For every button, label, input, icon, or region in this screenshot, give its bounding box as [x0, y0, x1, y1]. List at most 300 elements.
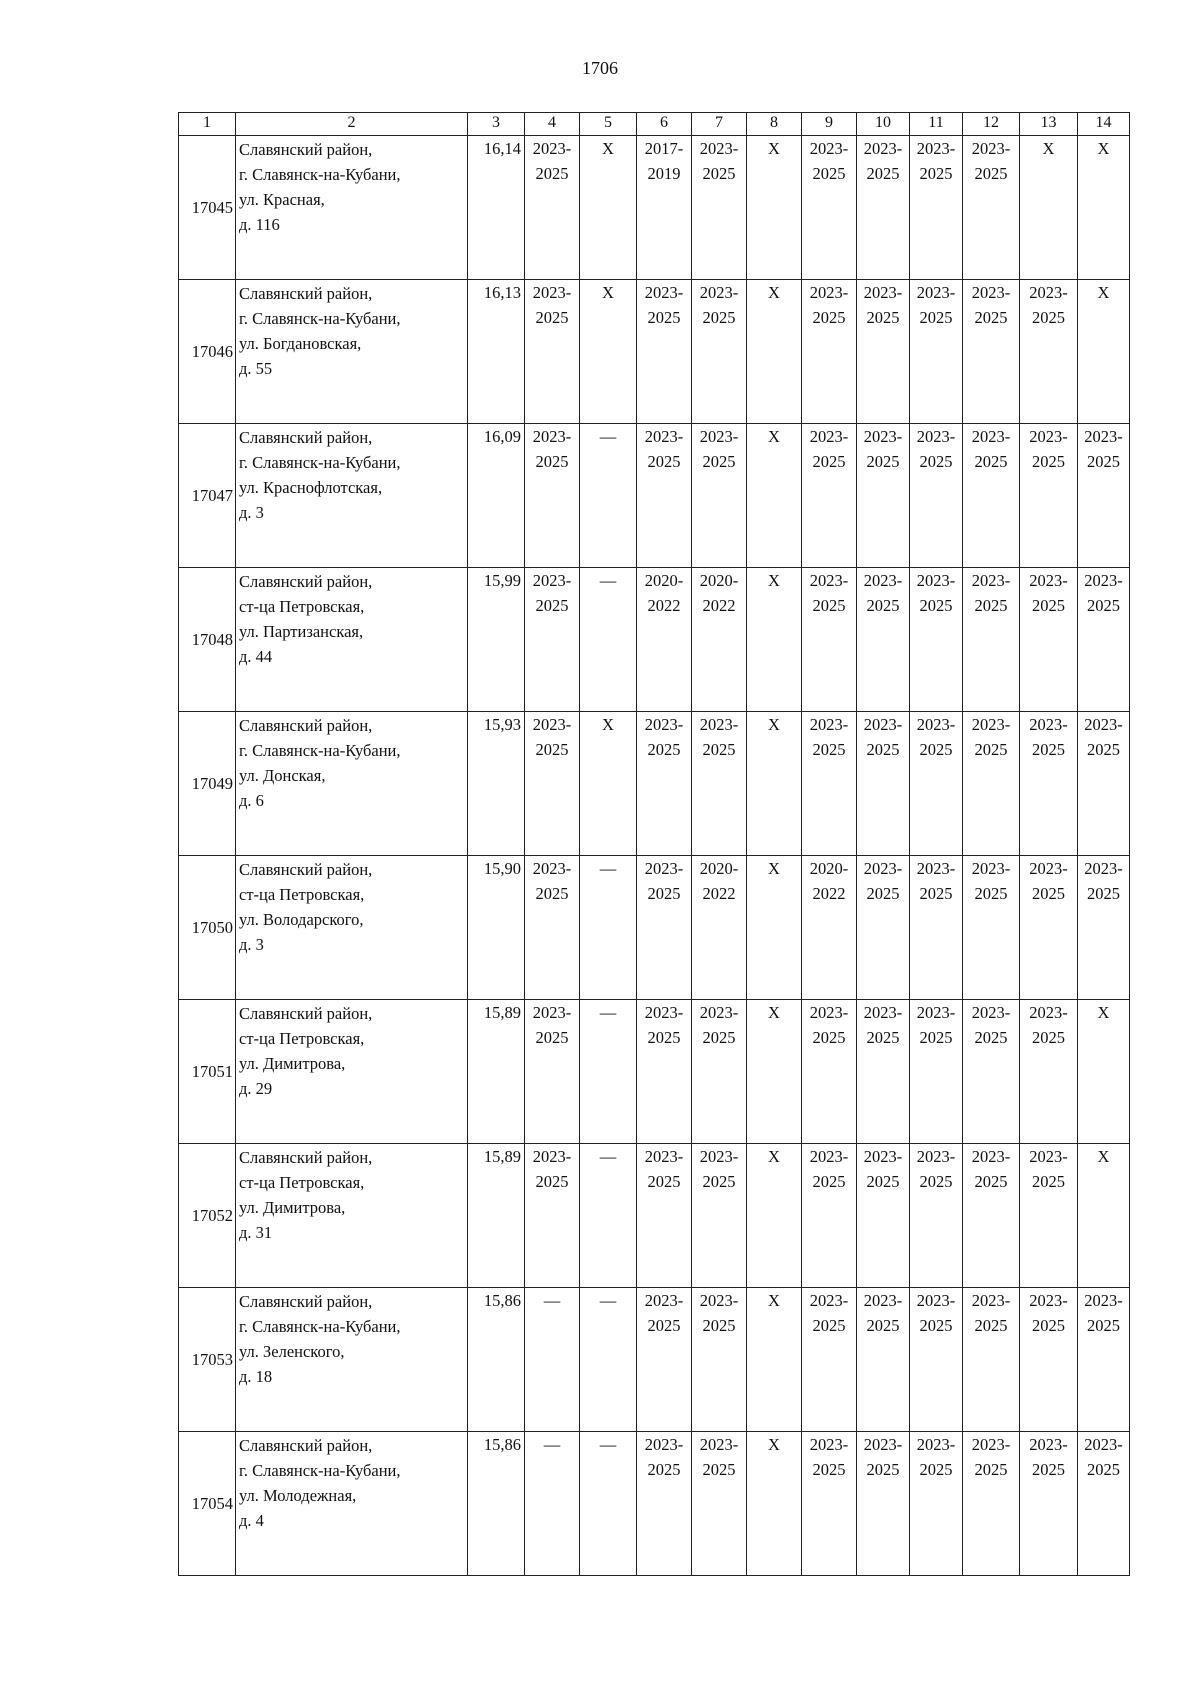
period-part: 2023- [916, 859, 956, 878]
header-cell-6: 6 [637, 113, 692, 136]
period-cell-col-4 [525, 1000, 580, 1144]
period-cell-col-5 [580, 1432, 637, 1576]
address-line: г. Славянск-на-Кубани, [239, 453, 401, 472]
period-part: 2025 [647, 740, 681, 759]
period-part: 2025 [1087, 740, 1120, 759]
header-cell-14: 14 [1078, 113, 1130, 136]
period-part: 2025 [1087, 884, 1120, 903]
period-part: Х [768, 859, 780, 878]
period-cell-col-13 [1020, 1000, 1078, 1144]
header-cell-8: 8 [747, 113, 802, 136]
address-cell [236, 136, 468, 280]
period-cell-col-7 [692, 136, 747, 280]
period-cell-col-7 [692, 856, 747, 1000]
period-part: Х [1042, 139, 1055, 158]
address-line: д. 44 [239, 647, 273, 666]
address-line: г. Славянск-на-Кубани, [239, 165, 401, 184]
period-part: 2023- [1029, 1003, 1068, 1022]
header-cell-13: 13 [1020, 113, 1078, 136]
period-part: 2023- [809, 571, 849, 590]
period-cell-col-5 [580, 424, 637, 568]
period-part: 2023- [863, 283, 903, 302]
period-cell-col-14 [1078, 712, 1130, 856]
row-number: 17054 [179, 1432, 236, 1576]
period-part: 2025 [647, 1172, 681, 1191]
period-cell-col-13 [1020, 136, 1078, 280]
header-cell-7: 7 [692, 113, 747, 136]
period-cell-col-13 [1020, 856, 1078, 1000]
header-cell-4: 4 [525, 113, 580, 136]
period-part: 2023- [532, 715, 572, 734]
period-cell-col-6 [637, 1432, 692, 1576]
period-part: 2022 [812, 884, 846, 903]
address-line: Славянский район, [239, 428, 373, 447]
period-part: 2023- [644, 1147, 684, 1166]
period-part: — [599, 427, 617, 446]
period-cell-col-5 [580, 856, 637, 1000]
period-part: 2025 [535, 308, 569, 327]
period-cell-col-7 [692, 568, 747, 712]
address-line: д. 31 [239, 1223, 273, 1242]
value-cell: 15,99 [468, 568, 525, 712]
row-number: 17053 [179, 1288, 236, 1432]
period-part: 2025 [535, 452, 569, 471]
table-row [179, 1432, 1130, 1576]
value-cell: 16,09 [468, 424, 525, 568]
period-part: 2025 [866, 884, 900, 903]
period-cell-col-14 [1078, 280, 1130, 424]
period-part: 2023- [916, 139, 956, 158]
period-part: 2025 [702, 308, 736, 327]
address-line: д. 29 [239, 1079, 273, 1098]
period-part: 2020- [699, 859, 739, 878]
period-cell-col-11 [910, 1432, 963, 1576]
period-cell-col-10 [857, 856, 910, 1000]
period-part: 2025 [974, 452, 1008, 471]
address-line: д. 3 [239, 503, 264, 522]
row-number: 17049 [179, 712, 236, 856]
table-row [179, 1000, 1130, 1144]
period-part: Х [768, 1435, 780, 1454]
period-part: 2025 [1032, 1172, 1065, 1191]
period-part: 2025 [866, 164, 900, 183]
period-cell-col-7 [692, 1144, 747, 1288]
period-cell-col-9 [802, 1288, 857, 1432]
period-part: 2023- [644, 283, 684, 302]
period-part: 2025 [1087, 596, 1120, 615]
period-cell-col-12 [963, 568, 1020, 712]
period-part: 2025 [702, 164, 736, 183]
period-part: 2023- [863, 1147, 903, 1166]
period-part: 2023- [971, 715, 1011, 734]
period-part: Х [1097, 1003, 1110, 1022]
period-cell-col-5 [580, 712, 637, 856]
period-part: 2025 [647, 1316, 681, 1335]
period-cell-col-7 [692, 280, 747, 424]
address-cell [236, 712, 468, 856]
period-part: 2025 [974, 1028, 1008, 1047]
period-part: 2025 [866, 452, 900, 471]
period-cell-col-12 [963, 1432, 1020, 1576]
table-row [179, 280, 1130, 424]
period-part: Х [768, 571, 780, 590]
period-part: 2025 [1032, 1028, 1065, 1047]
period-part: 2023- [916, 715, 956, 734]
period-part: 2025 [866, 740, 900, 759]
period-part: Х [768, 1003, 780, 1022]
period-part: 2025 [535, 884, 569, 903]
period-cell-col-6 [637, 1000, 692, 1144]
period-part: 2023- [1029, 1147, 1068, 1166]
period-part: 2025 [535, 164, 569, 183]
period-part: 2023- [644, 427, 684, 446]
period-cell-col-13 [1020, 712, 1078, 856]
period-cell-col-4 [525, 1288, 580, 1432]
header-row [179, 113, 1130, 136]
address-line: Славянский район, [239, 860, 373, 879]
period-part: 2023- [532, 1147, 572, 1166]
address-line: ул. Димитрова, [239, 1054, 346, 1073]
period-cell-col-8 [747, 568, 802, 712]
period-part: 2023- [532, 859, 572, 878]
period-part: 2025 [702, 740, 736, 759]
period-part: 2023- [532, 427, 572, 446]
address-line: ст-ца Петровская, [239, 1173, 365, 1192]
period-cell-col-12 [963, 1288, 1020, 1432]
period-cell-col-12 [963, 280, 1020, 424]
period-part: 2023- [644, 715, 684, 734]
period-cell-col-8 [747, 856, 802, 1000]
period-part: 2020- [644, 571, 684, 590]
period-part: 2025 [919, 1460, 953, 1479]
period-part: 2023- [916, 1435, 956, 1454]
period-part: 2025 [647, 1028, 681, 1047]
period-part: Х [768, 139, 780, 158]
period-part: 2025 [535, 740, 569, 759]
address-line: г. Славянск-на-Кубани, [239, 1317, 401, 1336]
register-table [178, 112, 1130, 1576]
period-part: 2023- [971, 1435, 1011, 1454]
period-part: 2025 [974, 1172, 1008, 1191]
period-part: 2023- [699, 1435, 739, 1454]
address-line: ул. Димитрова, [239, 1198, 346, 1217]
period-part: Х [768, 283, 780, 302]
period-part: 2025 [919, 884, 953, 903]
address-line: ул. Зеленского, [239, 1342, 345, 1361]
period-part: 2025 [974, 740, 1008, 759]
address-line: г. Славянск-на-Кубани, [239, 741, 401, 760]
address-line: Славянский район, [239, 572, 373, 591]
period-part: 2023- [532, 139, 572, 158]
period-cell-col-11 [910, 424, 963, 568]
row-number: 17047 [179, 424, 236, 568]
address-line: ул. Красная, [239, 190, 325, 209]
period-part: 2023- [971, 139, 1011, 158]
period-part: 2023- [971, 1291, 1011, 1310]
period-part: 2025 [647, 308, 681, 327]
period-cell-col-14 [1078, 568, 1130, 712]
period-part: 2023- [809, 427, 849, 446]
period-part: 2023- [971, 1003, 1011, 1022]
period-cell-col-9 [802, 280, 857, 424]
period-part: 2025 [1032, 1316, 1065, 1335]
address-line: г. Славянск-на-Кубани, [239, 1461, 401, 1480]
address-cell [236, 1144, 468, 1288]
row-number: 17045 [179, 136, 236, 280]
period-cell-col-7 [692, 424, 747, 568]
period-cell-col-12 [963, 424, 1020, 568]
address-cell [236, 424, 468, 568]
period-part: 2025 [974, 308, 1008, 327]
period-part: 2023- [916, 1147, 956, 1166]
address-cell [236, 856, 468, 1000]
period-cell-col-11 [910, 568, 963, 712]
period-part: 2023- [863, 139, 903, 158]
period-part: 2023- [971, 283, 1011, 302]
period-cell-col-9 [802, 1144, 857, 1288]
period-part: 2025 [702, 452, 736, 471]
address-line: д. 18 [239, 1367, 273, 1386]
period-cell-col-13 [1020, 280, 1078, 424]
header-cell-5: 5 [580, 113, 637, 136]
period-cell-col-8 [747, 280, 802, 424]
table-row [179, 136, 1130, 280]
period-part: 2023- [1084, 1291, 1123, 1310]
period-part: 2025 [812, 740, 846, 759]
row-number: 17052 [179, 1144, 236, 1288]
period-part: 2023- [916, 427, 956, 446]
period-part: 2023- [863, 571, 903, 590]
period-cell-col-12 [963, 1000, 1020, 1144]
period-cell-col-4 [525, 424, 580, 568]
period-part: 2023- [1029, 571, 1068, 590]
period-part: 2025 [702, 1028, 736, 1047]
table-row [179, 568, 1130, 712]
period-part: 2023- [699, 1291, 739, 1310]
period-part: 2023- [809, 283, 849, 302]
period-part: 2025 [919, 1028, 953, 1047]
period-cell-col-14 [1078, 1144, 1130, 1288]
period-part: 2023- [809, 715, 849, 734]
period-cell-col-13 [1020, 1144, 1078, 1288]
period-part: 2023- [1029, 427, 1068, 446]
period-part: 2023- [809, 1003, 849, 1022]
period-cell-col-12 [963, 712, 1020, 856]
period-part: 2023- [916, 1003, 956, 1022]
period-part: 2025 [919, 164, 953, 183]
period-part: 2025 [647, 1460, 681, 1479]
row-number: 17050 [179, 856, 236, 1000]
period-cell-col-6 [637, 856, 692, 1000]
address-line: ст-ца Петровская, [239, 597, 365, 616]
period-part: 2025 [974, 884, 1008, 903]
period-part: 2025 [812, 1316, 846, 1335]
address-cell [236, 280, 468, 424]
period-cell-col-5 [580, 1000, 637, 1144]
period-part: 2025 [866, 308, 900, 327]
table-row [179, 1144, 1130, 1288]
period-part: 2025 [866, 1316, 900, 1335]
period-part: 2020- [809, 859, 849, 878]
address-line: ул. Володарского, [239, 910, 364, 929]
period-cell-col-14 [1078, 136, 1130, 280]
period-part: Х [1097, 283, 1110, 302]
header-cell-10: 10 [857, 113, 910, 136]
period-cell-col-10 [857, 712, 910, 856]
period-part: Х [602, 139, 614, 158]
period-cell-col-10 [857, 568, 910, 712]
address-line: г. Славянск-на-Кубани, [239, 309, 401, 328]
period-cell-col-8 [747, 424, 802, 568]
period-cell-col-4 [525, 1432, 580, 1576]
table-row [179, 712, 1130, 856]
period-part: 2023- [699, 1003, 739, 1022]
period-part: 2020- [699, 571, 739, 590]
period-part: 2023- [699, 283, 739, 302]
period-cell-col-6 [637, 136, 692, 280]
period-part: 2023- [699, 139, 739, 158]
period-part: 2023- [1029, 715, 1068, 734]
header-cell-2: 2 [236, 113, 468, 136]
period-part: 2025 [974, 1316, 1008, 1335]
period-part: 2025 [866, 1172, 900, 1191]
period-part: 2025 [812, 1172, 846, 1191]
period-part: 2023- [863, 1003, 903, 1022]
period-cell-col-12 [963, 1144, 1020, 1288]
period-cell-col-11 [910, 1000, 963, 1144]
period-cell-col-9 [802, 1432, 857, 1576]
period-cell-col-5 [580, 136, 637, 280]
period-cell-col-11 [910, 1288, 963, 1432]
period-cell-col-8 [747, 1432, 802, 1576]
period-cell-col-11 [910, 280, 963, 424]
period-cell-col-5 [580, 1144, 637, 1288]
period-part: 2022 [702, 884, 736, 903]
period-cell-col-6 [637, 1144, 692, 1288]
period-part: 2023- [809, 1147, 849, 1166]
period-part: 2023- [1029, 1291, 1068, 1310]
period-cell-col-10 [857, 1000, 910, 1144]
header-cell-9: 9 [802, 113, 857, 136]
period-part: 2025 [535, 596, 569, 615]
address-line: д. 4 [239, 1511, 264, 1530]
address-line: ст-ца Петровская, [239, 885, 365, 904]
period-part: 2023- [971, 427, 1011, 446]
period-cell-col-6 [637, 1288, 692, 1432]
period-part: 2023- [699, 427, 739, 446]
period-cell-col-11 [910, 712, 963, 856]
period-part: 2023- [863, 859, 903, 878]
period-part: 2025 [1032, 1460, 1065, 1479]
period-part: 2023- [809, 139, 849, 158]
period-part: 2025 [702, 1460, 736, 1479]
period-part: 2023- [644, 859, 684, 878]
period-part: — [543, 1435, 561, 1454]
period-part: 2023- [699, 1147, 739, 1166]
period-cell-col-9 [802, 136, 857, 280]
period-cell-col-9 [802, 1000, 857, 1144]
period-part: 2023- [916, 1291, 956, 1310]
period-part: 2025 [702, 1172, 736, 1191]
period-part: 2023- [532, 283, 572, 302]
period-cell-col-7 [692, 1288, 747, 1432]
period-part: 2023- [863, 1291, 903, 1310]
period-cell-col-5 [580, 280, 637, 424]
period-part: — [599, 1147, 617, 1166]
period-cell-col-10 [857, 424, 910, 568]
row-number: 17048 [179, 568, 236, 712]
period-cell-col-10 [857, 136, 910, 280]
period-cell-col-6 [637, 712, 692, 856]
period-part: 2023- [863, 715, 903, 734]
period-part: 2023- [1084, 1435, 1123, 1454]
period-part: 2023- [863, 1435, 903, 1454]
period-part: 2025 [1032, 452, 1065, 471]
period-cell-col-9 [802, 856, 857, 1000]
period-part: Х [768, 427, 780, 446]
period-part: 2023- [863, 427, 903, 446]
period-cell-col-6 [637, 280, 692, 424]
table-row [179, 1288, 1130, 1432]
table-row [179, 856, 1130, 1000]
period-cell-col-9 [802, 712, 857, 856]
period-part: 2023- [644, 1291, 684, 1310]
address-line: ст-ца Петровская, [239, 1029, 365, 1048]
period-part: 2025 [866, 1460, 900, 1479]
period-part: 2025 [812, 452, 846, 471]
period-cell-col-14 [1078, 1000, 1130, 1144]
period-part: 2019 [647, 164, 681, 183]
period-part: — [599, 1435, 617, 1454]
page-number: 1706 [582, 58, 618, 78]
address-cell [236, 568, 468, 712]
value-cell: 15,90 [468, 856, 525, 1000]
address-line: д. 3 [239, 935, 264, 954]
period-cell-col-9 [802, 568, 857, 712]
period-part: — [599, 571, 617, 590]
period-part: 2025 [866, 596, 900, 615]
period-part: Х [768, 1147, 780, 1166]
period-part: 2025 [919, 1316, 953, 1335]
period-cell-col-4 [525, 280, 580, 424]
period-part: 2023- [1029, 859, 1068, 878]
period-cell-col-4 [525, 136, 580, 280]
period-part: 2023- [809, 1435, 849, 1454]
period-part: 2023- [971, 1147, 1011, 1166]
period-part: 2025 [919, 1172, 953, 1191]
period-cell-col-8 [747, 1000, 802, 1144]
period-part: 2023- [1084, 859, 1123, 878]
period-part: — [599, 1291, 617, 1310]
value-cell: 16,14 [468, 136, 525, 280]
period-cell-col-5 [580, 568, 637, 712]
period-part: 2025 [919, 308, 953, 327]
period-cell-col-4 [525, 568, 580, 712]
header-cell-1: 1 [179, 113, 236, 136]
value-cell: 15,89 [468, 1000, 525, 1144]
period-part: 2023- [1084, 715, 1123, 734]
address-line: ул. Партизанская, [239, 622, 364, 641]
period-part: 2023- [1029, 283, 1068, 302]
period-cell-col-14 [1078, 424, 1130, 568]
period-part: Х [602, 283, 614, 302]
period-cell-col-10 [857, 1144, 910, 1288]
period-part: 2025 [1032, 308, 1065, 327]
period-cell-col-7 [692, 712, 747, 856]
address-line: Славянский район, [239, 140, 373, 159]
address-line: Славянский район, [239, 1436, 373, 1455]
period-cell-col-8 [747, 1144, 802, 1288]
